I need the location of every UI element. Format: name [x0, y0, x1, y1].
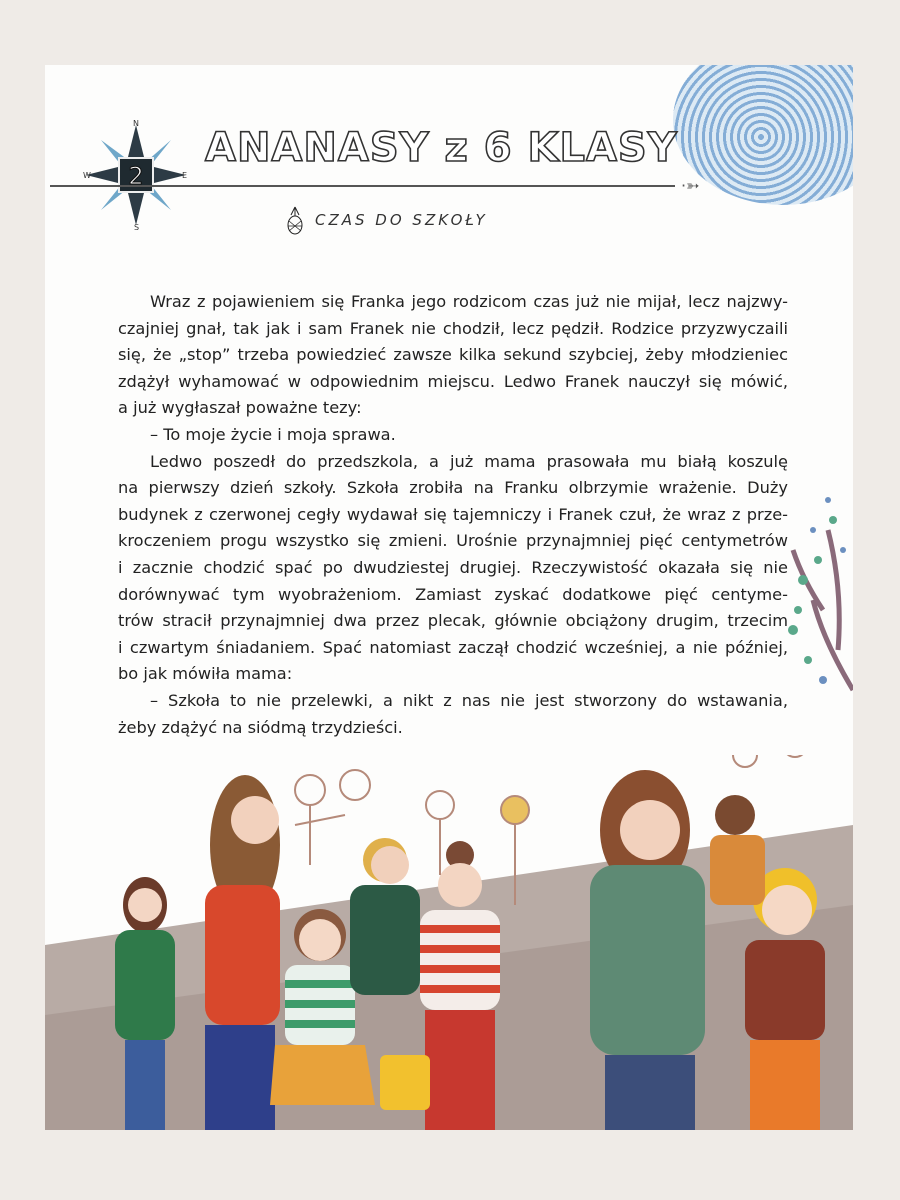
compass-w: W	[83, 171, 91, 180]
yarn-ball-illustration	[673, 65, 853, 205]
text-line: i zacznie chodzić spać po dwudziestej drugiej. Rzeczywistość okazała się nie	[118, 557, 788, 577]
pineapple-icon	[285, 205, 305, 235]
book-page	[45, 65, 853, 1130]
story-text	[118, 289, 788, 741]
text-line: kroczeniem progu wszystko się zmieni. Urośnie przynajmniej pięć centymetrów	[118, 531, 788, 551]
arrow-icon: ·➳	[681, 176, 700, 195]
text-line: żeby zdążyć na siódmą trzydzieści.	[118, 717, 403, 737]
text-line: – To moje życie i moja sprawa.	[150, 424, 396, 444]
compass-star-icon	[81, 120, 191, 230]
compass-e: E	[182, 171, 188, 180]
text-line: – Szkoła to nie przelewki, a nikt z nas nie jest stworzony do wstawania,	[150, 690, 788, 710]
boy-green-jumper	[350, 838, 420, 995]
chapter-subtitle	[285, 205, 488, 235]
tree-illustration	[783, 490, 853, 720]
title-divider	[50, 185, 675, 187]
text-line: i czwartym śniadaniem. Spać natomiast zaczął chodzić wcześniej, a nie później,	[118, 637, 788, 657]
text-line: bo jak mówiła mama:	[118, 664, 293, 684]
text-line: dorównywać tym wyobrażeniom. Zamiast zyskać dodatkowe pięć centyme-	[118, 584, 788, 604]
text-line: na pierwszy dzień szkoły. Szkoła zrobiła na Franku olbrzymie wrażenie. Duży	[118, 478, 788, 498]
text-line: zdążył wyhamować w odpowiednim miejscu. Ledwo Franek nauczył się mówić,	[118, 371, 788, 391]
text-line: czajniej gnał, tak jak i sam Franek nie chodził, lecz pędził. Rodzice przyzwyczaili	[118, 318, 788, 338]
chapter-title: ANANASY z 6 KLASY	[205, 125, 678, 171]
text-line: budynek z czerwonej cegły wydawał się tajemniczy i Franek czuł, że wraz z prze-	[118, 504, 788, 524]
text-line: Wraz z pojawieniem się Franka jego rodzicom czas już nie mijał, lecz najzwy-	[150, 292, 788, 311]
compass-n: N	[133, 120, 139, 128]
boy-yellow-hair	[745, 868, 825, 1130]
subtitle-text: CZAS DO SZKOŁY	[315, 211, 488, 229]
compass-s: S	[134, 223, 140, 230]
text-line: się, że „stop” trzeba powiedzieć zawsze kilka sekund szybciej, żeby młodzieniec	[118, 345, 788, 365]
text-line: a już wygłaszał poważne tezy:	[118, 398, 362, 418]
children-walking-illustration	[45, 755, 853, 1130]
girl-long-hair-red	[205, 775, 280, 1130]
woman-green-coat	[590, 770, 705, 1130]
text-line: Ledwo poszedł do przedszkola, a już mama prasowała mu białą koszulę	[150, 451, 788, 471]
chapter-number: 2	[128, 162, 144, 190]
text-line: trów stracił przynajmniej dwa przez plecak, głównie obciążony drugim, trzecim	[118, 611, 788, 631]
boy-orange-sweater	[710, 795, 765, 905]
